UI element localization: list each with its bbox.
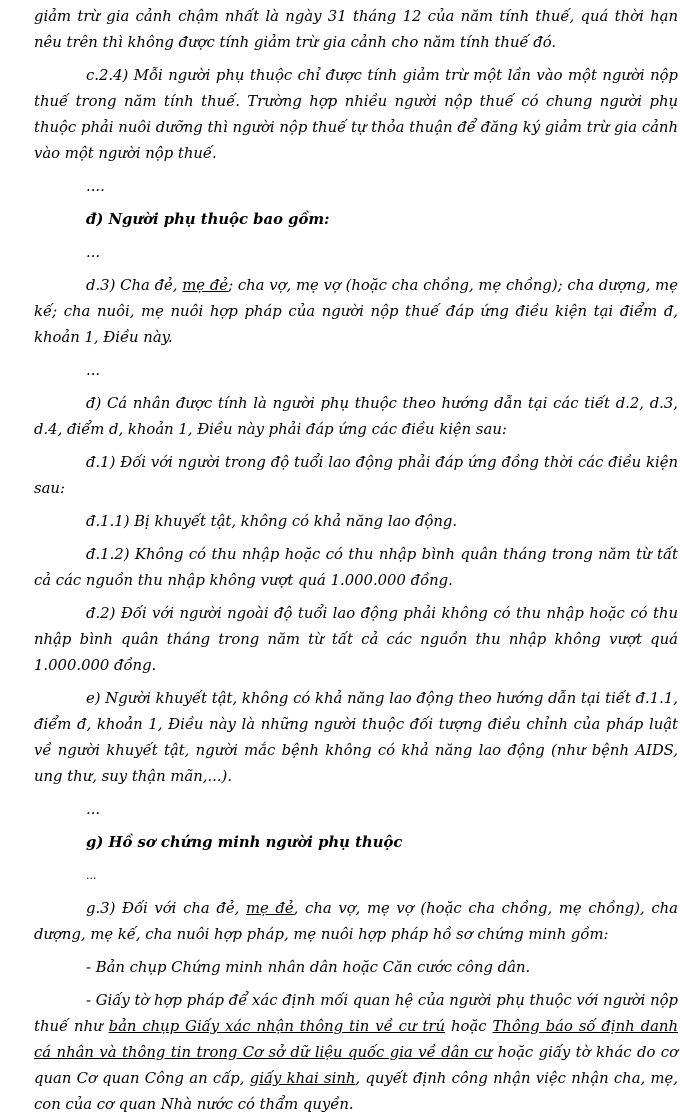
underlined-text: mẹ đẻ (245, 900, 294, 917)
text: g.3) Đối với cha đẻ, (86, 900, 246, 917)
paragraph-dd1: đ.1) Đối với người trong độ tuổi lao động phải đáp ứng đồng thời các điều kiện sau: (34, 454, 678, 497)
text: hoặc giấy tờ khác do cơ quan Cơ quan Công an cấp, (34, 1044, 678, 1087)
ellipsis: ... (86, 869, 97, 882)
text: - Giấy tờ hợp pháp để xác định mối quan hệ của người phụ thuộc với người nộp thuế như (34, 992, 678, 1035)
paragraph-g3 (34, 896, 678, 948)
text: ; cha vợ, mẹ vợ (hoặc cha chồng, mẹ chồng); cha dượng, mẹ kế; cha nuôi, mẹ nuôi hợp pháp của người nộp thuế đáp ứng điều kiện tại điểm đ, khoản 1, Điều này. (34, 277, 678, 346)
ellipsis: ... (86, 362, 101, 379)
paragraph-dd2: đ.2) Đối với người ngoài độ tuổi lao động phải không có thu nhập hoặc có thu nhập bình quân tháng trong năm từ tất cả các nguồn thu nhập không vượt quá 1.000.000 đồng. (34, 605, 678, 674)
underlined-text: giấy khai sinh (249, 1070, 356, 1087)
ellipsis: ... (86, 244, 101, 261)
underlined-text: bản chụp Giấy xác nhận thông tin về cư trú (108, 1018, 445, 1035)
ellipsis: .... (86, 178, 105, 195)
text: hoặc (445, 1018, 493, 1035)
paragraph-continuation: giảm trừ gia cảnh chậm nhất là ngày 31 tháng 12 của năm tính thuế, quá thời hạn nêu trên thì không được tính giảm trừ gia cảnh cho năm tính thuế đó. (34, 8, 678, 51)
underlined-text: mẹ đẻ (182, 277, 229, 294)
paragraph-legal-papers (34, 988, 678, 1118)
paragraph-dd12: đ.1.2) Không có thu nhập hoặc có thu nhập bình quân tháng trong năm từ tất cả các nguồn thu nhập không vượt quá 1.000.000 đồng. (34, 546, 678, 589)
paragraph-e: e) Người khuyết tật, không có khả năng lao động theo hướng dẫn tại tiết đ.1.1, điểm đ, khoản 1, Điều này là những người thuộc đối tượng điều chỉnh của pháp luật về người khuyết tật, người mắc bệnh không có khả năng lao động (như bệnh AIDS, ung thư, suy thận mãn,...). (34, 690, 678, 785)
ellipsis: ... (86, 801, 101, 818)
paragraph-c24: c.2.4) Mỗi người phụ thuộc chỉ được tính giảm trừ một lần vào một người nộp thuế trong năm tính thuế. Trường hợp nhiều người nộp thuế có chung người phụ thuộc phải nuôi dưỡng thì người nộp thuế tự thỏa thuận để đăng ký giảm trừ gia cảnh vào một người nộp thuế. (34, 67, 678, 162)
underlined-text: Thông báo số định danh cá nhân và thông tin trong Cơ sở dữ liệu quốc gia về dân cư (34, 1018, 678, 1061)
heading-dependents: đ) Người phụ thuộc bao gồm: (86, 211, 330, 228)
paragraph-id-copy: - Bản chụp Chứng minh nhân dân hoặc Căn cước công dân. (86, 959, 531, 976)
text: , quyết định công nhận việc nhận cha, mẹ, con của cơ quan Nhà nước có thẩm quyền. (34, 1070, 679, 1113)
heading-dependent-documents: g) Hồ sơ chứng minh người phụ thuộc (86, 834, 403, 851)
paragraph-dd11: đ.1.1) Bị khuyết tật, không có khả năng lao động. (86, 513, 458, 530)
paragraph-dd: đ) Cá nhân được tính là người phụ thuộc theo hướng dẫn tại các tiết d.2, d.3, d.4, điểm d, khoản 1, Điều này phải đáp ứng các điều kiện sau: (34, 395, 678, 438)
paragraph-d3 (34, 273, 678, 351)
text: d.3) Cha đẻ, (86, 277, 183, 294)
text: , cha vợ, mẹ vợ (hoặc cha chồng, mẹ chồng), cha dượng, mẹ kế, cha nuôi hợp pháp, mẹ nuôi hợp pháp hồ sơ chứng minh gồm: (34, 900, 678, 943)
